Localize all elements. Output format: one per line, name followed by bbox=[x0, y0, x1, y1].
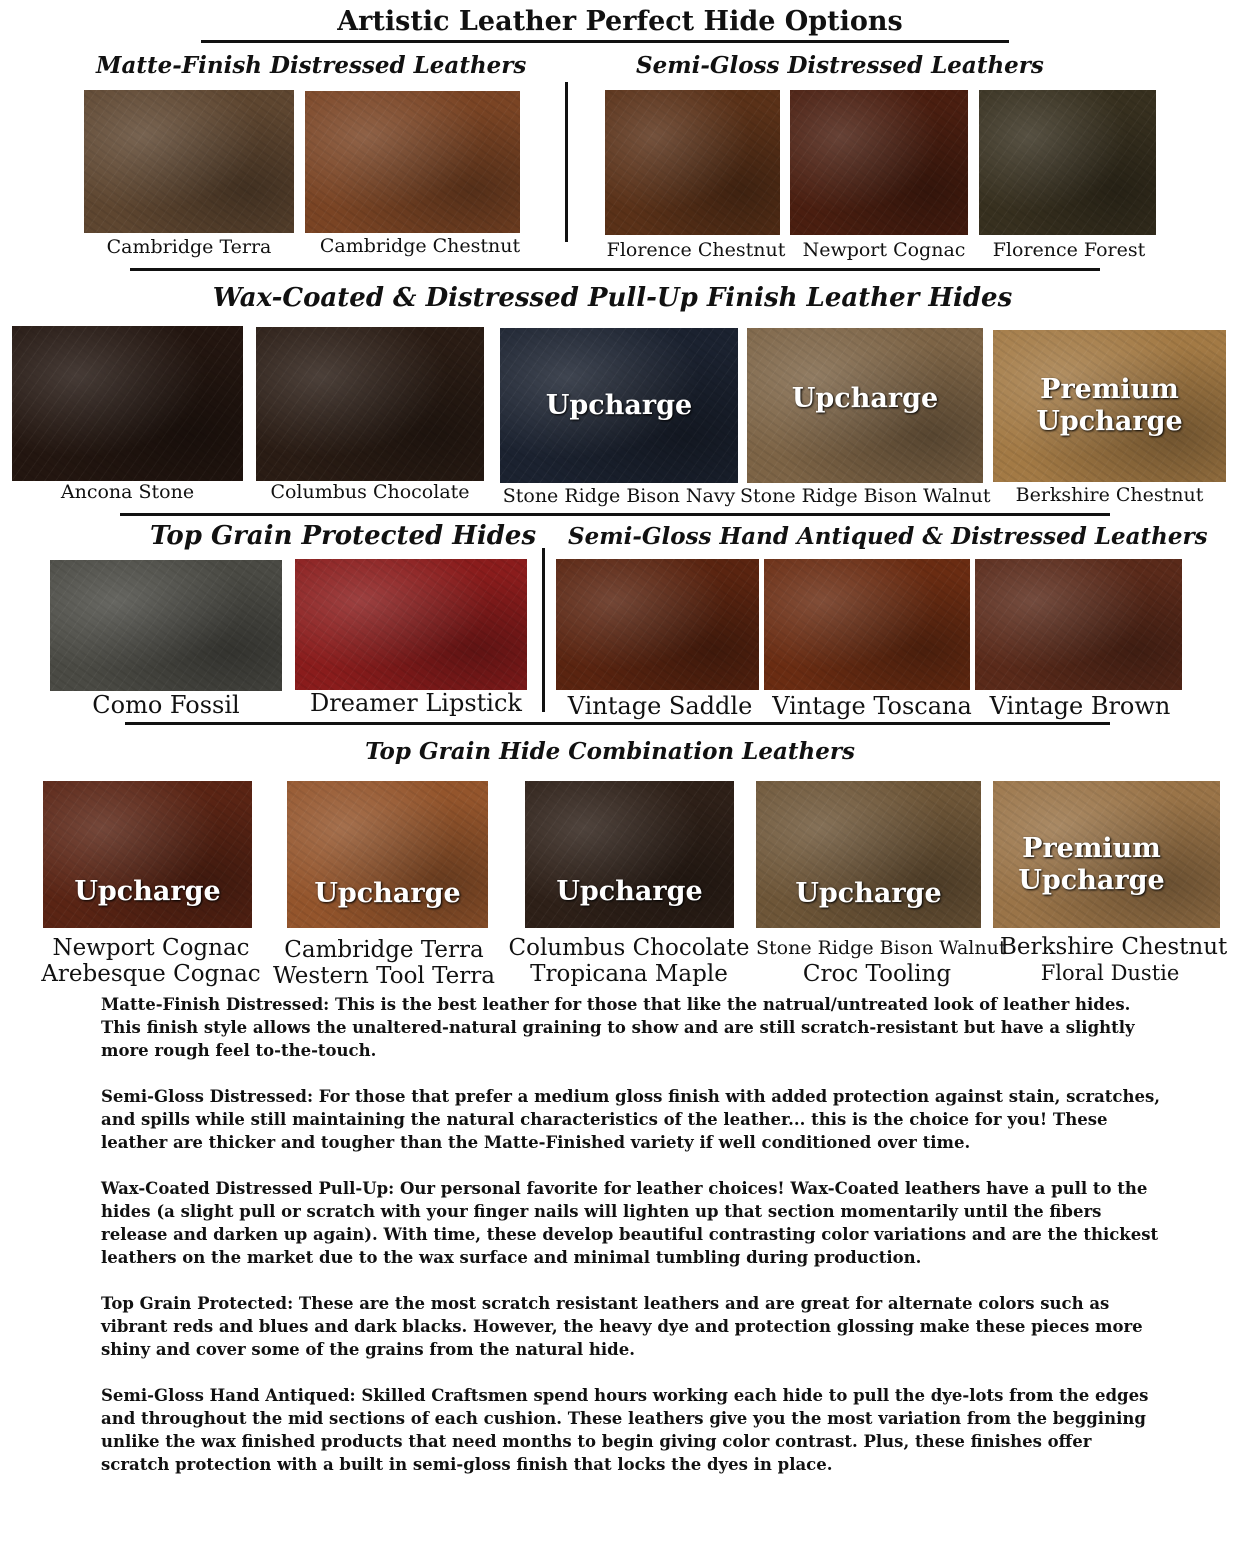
row3-divider bbox=[542, 548, 545, 712]
semigloss-heading: Semi-Gloss Distressed Leathers bbox=[636, 52, 1044, 79]
label-line-1: Cambridge Terra bbox=[284, 937, 484, 963]
swatch-newport-cognac[interactable] bbox=[790, 90, 968, 235]
upcharge-badge: Upcharge bbox=[556, 876, 703, 907]
row1-bottom-divider bbox=[130, 268, 1100, 271]
swatch-como-fossil[interactable] bbox=[50, 560, 282, 691]
swatch-combo-columbus-chocolate[interactable] bbox=[525, 781, 734, 928]
swatch-berkshire-chestnut[interactable] bbox=[993, 330, 1226, 482]
label-berkshire-chestnut: Berkshire Chestnut bbox=[1015, 484, 1204, 506]
label-line-1: Berkshire Chestnut bbox=[1000, 934, 1228, 960]
label-line-2: Western Tool Terra bbox=[273, 963, 495, 989]
label-line-2: Arebesque Cognac bbox=[41, 961, 261, 987]
swatch-columbus-chocolate[interactable] bbox=[256, 327, 484, 481]
label-combo-columbus-chocolate bbox=[503, 935, 755, 987]
label-cambridge-terra: Cambridge Terra bbox=[106, 236, 272, 258]
swatch-combo-cambridge-terra[interactable] bbox=[287, 781, 488, 928]
swatch-stone-ridge-bison-walnut[interactable] bbox=[747, 328, 983, 483]
upcharge-badge: Upcharge bbox=[791, 382, 939, 414]
label-florence-forest: Florence Forest bbox=[992, 239, 1146, 261]
label-columbus-chocolate: Columbus Chocolate bbox=[270, 481, 470, 503]
label-vintage-toscana: Vintage Toscana bbox=[772, 692, 972, 720]
label-line-1: Stone Ridge Bison Walnut bbox=[756, 937, 1007, 959]
swatch-cambridge-terra[interactable] bbox=[84, 90, 294, 233]
label-line-2: Tropicana Maple bbox=[530, 961, 728, 987]
swatch-combo-stone-ridge-bison-walnut[interactable] bbox=[756, 781, 981, 928]
row2-bottom-divider bbox=[120, 513, 1110, 516]
page-title: Artistic Leather Perfect Hide Options bbox=[337, 6, 903, 37]
label-combo-stone-ridge-bison-walnut bbox=[756, 935, 1007, 987]
row3-bottom-divider bbox=[125, 722, 1110, 725]
descriptions bbox=[101, 993, 1161, 1499]
upcharge-badge: Upcharge bbox=[795, 878, 942, 909]
desc-semigloss: Semi-Gloss Distressed: For those that prefer a medium gloss finish with added protection against stain, scratches, and spills while still maintaining the natural characteristics of the leather... this is the choice for you! These leather are thicker and tougher than the Matte-Finished variety if well conditioned over time. bbox=[101, 1087, 1160, 1152]
label-line-1: Newport Cognac bbox=[52, 935, 250, 961]
swatch-florence-forest[interactable] bbox=[979, 90, 1156, 235]
swatch-ancona-stone[interactable] bbox=[12, 326, 243, 481]
label-stone-ridge-bison-navy: Stone Ridge Bison Navy bbox=[502, 485, 736, 507]
swatch-vintage-toscana[interactable] bbox=[764, 559, 970, 690]
desc-wax: Wax-Coated Distressed Pull-Up: Our personal favorite for leather choices! Wax-Coated leathers have a pull to the hides (a slight pull or scratch with your finger nails will lighten up that section momentarily until the fibers release and darken up again). With time, these develop beautiful contrasting color variations and are the thickest leathers on the market due to the wax surface and minimal tumbling during production. bbox=[101, 1179, 1159, 1267]
swatch-florence-chestnut[interactable] bbox=[605, 90, 780, 235]
label-florence-chestnut: Florence Chestnut bbox=[606, 239, 786, 261]
antiqued-heading: Semi-Gloss Hand Antiqued & Distressed Leathers bbox=[568, 523, 1208, 550]
label-line-2: Croc Tooling bbox=[802, 961, 952, 987]
topgrain-heading: Top Grain Protected Hides bbox=[150, 521, 537, 551]
premium-upcharge-badge: Premium Upcharge bbox=[1018, 833, 1165, 896]
label-vintage-saddle: Vintage Saddle bbox=[567, 692, 753, 720]
swatch-dreamer-lipstick[interactable] bbox=[295, 559, 527, 690]
row1-divider bbox=[565, 82, 568, 242]
wax-heading: Wax-Coated & Distressed Pull-Up Finish Leather Hides bbox=[212, 283, 1013, 313]
label-stone-ridge-bison-walnut: Stone Ridge Bison Walnut bbox=[740, 485, 991, 507]
label-line-1: Columbus Chocolate bbox=[508, 935, 750, 961]
matte-heading: Matte-Finish Distressed Leathers bbox=[96, 52, 527, 79]
swatch-vintage-brown[interactable] bbox=[975, 559, 1182, 690]
upcharge-badge: Upcharge bbox=[314, 878, 461, 909]
label-line-2: Floral Dustie bbox=[1040, 961, 1180, 985]
desc-topgrain: Top Grain Protected: These are the most scratch resistant leathers and are great for alternate colors such as vibrant reds and blues and dark blacks. However, the heavy dye and protection glossing make these pieces more shiny and cover some of the grains from the natural hide. bbox=[101, 1294, 1143, 1359]
upcharge-badge: Upcharge bbox=[74, 876, 221, 907]
label-cambridge-chestnut: Cambridge Chestnut bbox=[319, 235, 521, 257]
label-newport-cognac: Newport Cognac bbox=[802, 239, 966, 261]
swatch-combo-berkshire-chestnut[interactable] bbox=[993, 781, 1220, 928]
combo-heading: Top Grain Hide Combination Leathers bbox=[365, 738, 855, 765]
upcharge-badge: Upcharge bbox=[545, 389, 693, 421]
premium-upcharge-badge: Premium Upcharge bbox=[1036, 374, 1183, 437]
label-vintage-brown: Vintage Brown bbox=[989, 692, 1171, 720]
desc-matte: Matte-Finish Distressed: This is the best leather for those that like the natrual/untreated look of leather hides. This finish style allows the unaltered-natural graining to show and are still scratch-resistant but have a slightly more rough feel to-the-touch. bbox=[101, 995, 1135, 1060]
label-dreamer-lipstick: Dreamer Lipstick bbox=[310, 689, 522, 717]
label-combo-cambridge-terra bbox=[264, 937, 504, 989]
swatch-stone-ridge-bison-navy[interactable] bbox=[500, 328, 738, 483]
swatch-combo-newport-cognac[interactable] bbox=[43, 781, 252, 928]
label-combo-berkshire-chestnut bbox=[1000, 934, 1228, 986]
swatch-vintage-saddle[interactable] bbox=[556, 559, 759, 690]
desc-antiqued: Semi-Gloss Hand Antiqued: Skilled Craftsmen spend hours working each hide to pull the dye-lots from the edges and throughout the mid sections of each cushion. These leathers give you the most variation from the beggining unlike the wax finished products that need months to begin giving color contrast. Plus, these finishes offer scratch protection with a built in semi-gloss finish that locks the dyes in place. bbox=[101, 1386, 1149, 1474]
title-divider bbox=[201, 40, 1009, 43]
swatch-cambridge-chestnut[interactable] bbox=[305, 91, 520, 233]
label-como-fossil: Como Fossil bbox=[92, 691, 240, 719]
label-ancona-stone: Ancona Stone bbox=[60, 481, 195, 503]
label-combo-newport-cognac bbox=[36, 935, 266, 987]
